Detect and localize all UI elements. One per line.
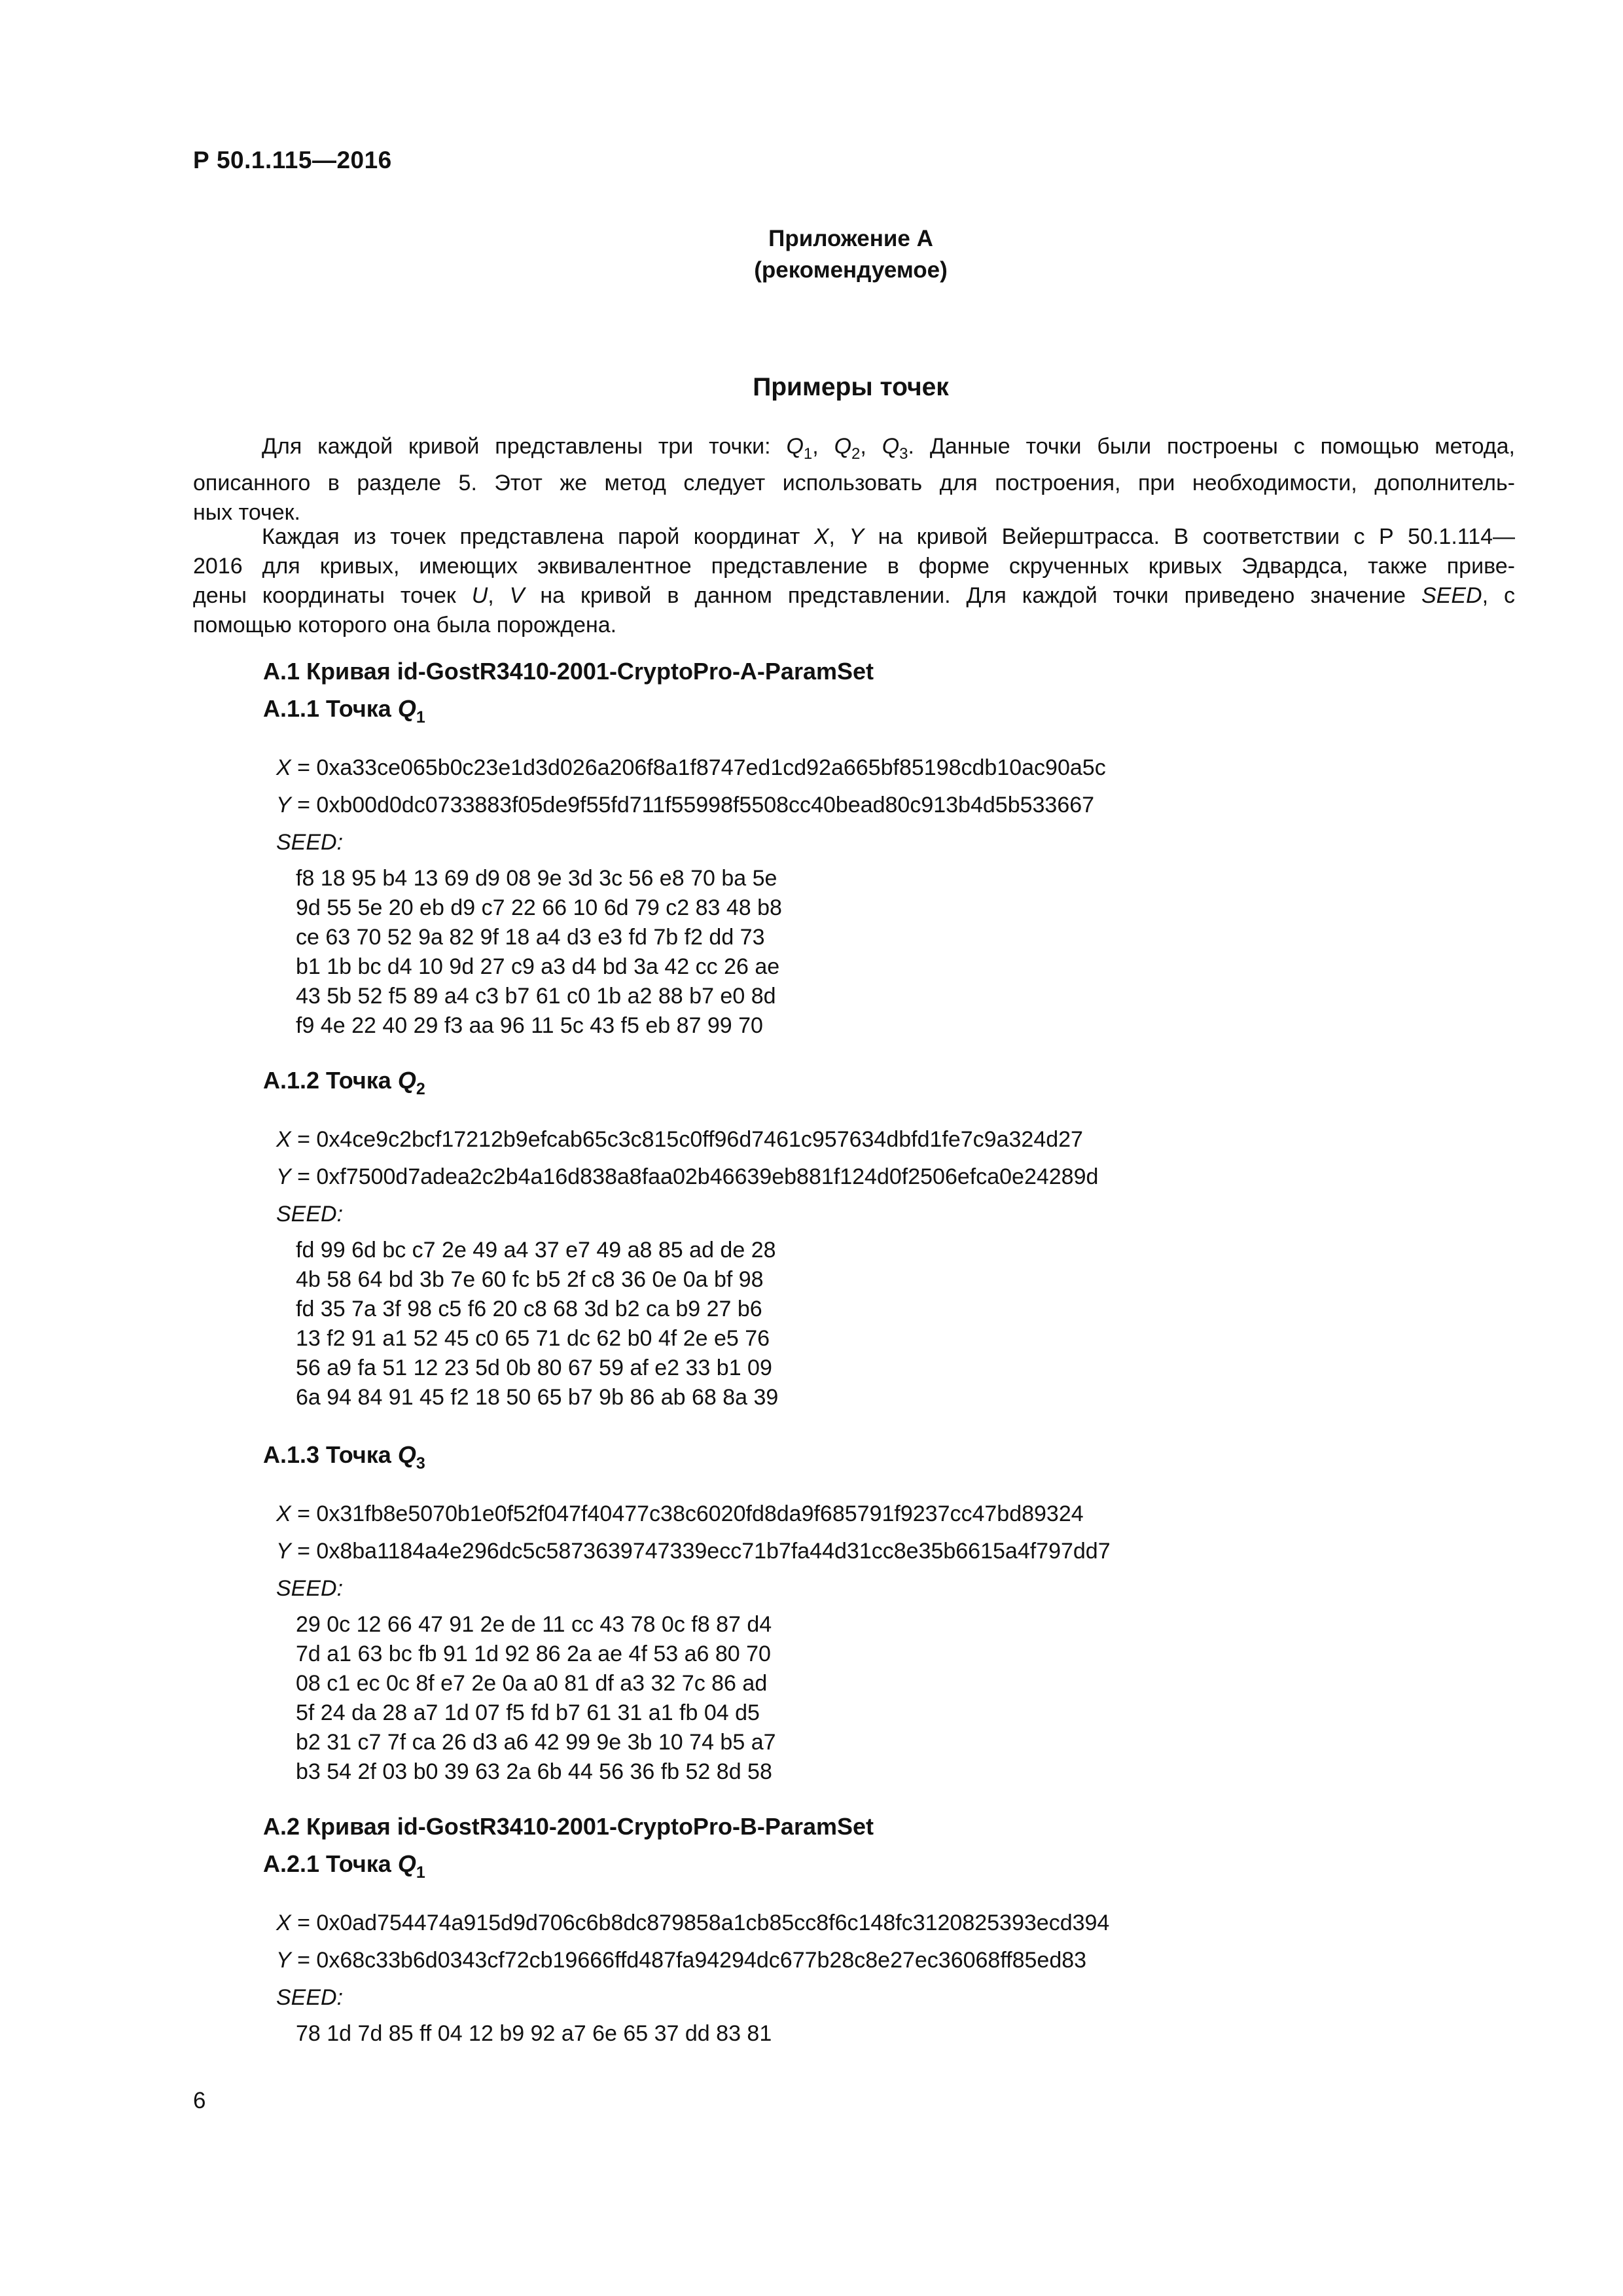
coordinate-label: X bbox=[276, 1910, 291, 1935]
x-coordinate bbox=[276, 1910, 1109, 1936]
italic-term: X bbox=[813, 524, 829, 549]
point-symbol: Q bbox=[397, 1441, 416, 1468]
appendix-subtitle: (рекомендуемое) bbox=[754, 257, 948, 283]
coordinate-label: Y bbox=[276, 1164, 291, 1189]
paragraph-line: описанного в разделе 5. Этот же метод следует использовать для построения, при необходимости, дополнитель- bbox=[193, 471, 1515, 495]
seed-label: SEED: bbox=[276, 1202, 344, 1227]
point-heading: А.1.3 Точка $Q_3$ bbox=[263, 1441, 425, 1473]
seed-line: 9d 55 5e 20 eb d9 c7 22 66 10 6d 79 c2 83 48 b8 bbox=[296, 895, 782, 920]
seed-line: fd 99 6d bc c7 2e 49 a4 37 e7 49 a8 85 ad de 28 bbox=[296, 1238, 776, 1263]
seed-line: 7d a1 63 bc fb 91 1d 92 86 2a ae 4f 53 a6 80 70 bbox=[296, 1641, 771, 1666]
paragraph-line: Для каждой кривой представлены три точки: $Q_1$, $Q_2$, $Q_3$. Данные точки были построены с помощью метода, bbox=[262, 434, 1515, 463]
paragraph-line: дены координаты точек U, V на кривой в данном представлении. Для каждой точки приведено значение SEED, с bbox=[193, 583, 1515, 608]
y-coordinate bbox=[276, 1164, 1098, 1190]
point-subscript: 1 bbox=[416, 1863, 425, 1882]
coordinate-label: Y bbox=[276, 793, 291, 817]
italic-term: Y bbox=[849, 524, 865, 549]
coordinate-value: = 0xa33ce065b0c23e1d3d026a206f8a1f8747ed1cd92a665bf85198cdb10ac90a5c bbox=[291, 755, 1106, 780]
point-symbol: Q bbox=[882, 434, 900, 459]
seed-line: 5f 24 da 28 a7 1d 07 f5 fd b7 61 31 a1 fb 04 d5 bbox=[296, 1700, 760, 1725]
x-coordinate bbox=[276, 1501, 1084, 1527]
coordinate-value: = 0x0ad754474a915d9d706c6b8dc879858a1cb85cc8f6c148fc3120825393ecd394 bbox=[291, 1910, 1110, 1935]
seed-line: f8 18 95 b4 13 69 d9 08 9e 3d 3c 56 e8 70 ba 5e bbox=[296, 866, 777, 891]
section-title: Примеры точек bbox=[753, 373, 949, 401]
seed-line: b3 54 2f 03 b0 39 63 2a 6b 44 56 36 fb 52 8d 58 bbox=[296, 1759, 772, 1784]
appendix-title: Приложение А bbox=[768, 226, 933, 251]
point-symbol: Q bbox=[397, 695, 416, 722]
seed-line: 4b 58 64 bd 3b 7e 60 fc b5 2f c8 36 0e 0a bf 98 bbox=[296, 1267, 764, 1292]
italic-term: SEED bbox=[1421, 583, 1482, 608]
coordinate-value: = 0x31fb8e5070b1e0f52f047f40477c38c6020fd8da9f685791f9237cc47bd89324 bbox=[291, 1501, 1084, 1526]
point-symbol: Q bbox=[397, 1067, 416, 1094]
section-heading-a1: А.1 Кривая id-GostR3410-2001-CryptoPro-A-ParamSet bbox=[263, 658, 874, 685]
coordinate-label: X bbox=[276, 755, 291, 780]
seed-line: b2 31 c7 7f ca 26 d3 a6 42 99 9e 3b 10 74 b5 a7 bbox=[296, 1730, 776, 1755]
point-subscript: 3 bbox=[899, 445, 908, 463]
x-coordinate bbox=[276, 1127, 1083, 1153]
document-code: Р 50.1.115—2016 bbox=[193, 147, 392, 173]
section-heading-a2: А.2 Кривая id-GostR3410-2001-CryptoPro-B-ParamSet bbox=[263, 1813, 874, 1840]
seed-line: f9 4e 22 40 29 f3 aa 96 11 5c 43 f5 eb 87 99 70 bbox=[296, 1013, 763, 1038]
coordinate-value: = 0x4ce9c2bcf17212b9efcab65c3c815c0ff96d7461c957634dbfd1fe7c9a324d27 bbox=[291, 1127, 1083, 1152]
seed-label: SEED: bbox=[276, 830, 344, 855]
point-heading: А.1.2 Точка $Q_2$ bbox=[263, 1067, 425, 1098]
point-subscript: 1 bbox=[416, 708, 425, 726]
seed-label: SEED: bbox=[276, 1576, 344, 1601]
seed-line: 29 0c 12 66 47 91 2e de 11 cc 43 78 0c f8 87 d4 bbox=[296, 1612, 772, 1637]
seed-line: b1 1b bc d4 10 9d 27 c9 a3 d4 bd 3a 42 cc 26 ae bbox=[296, 954, 780, 979]
seed-bytes bbox=[296, 1236, 778, 1412]
seed-line: 56 a9 fa 51 12 23 5d 0b 80 67 59 af e2 33 b1 09 bbox=[296, 1355, 772, 1380]
point-symbol: Q bbox=[786, 434, 804, 459]
seed-line: fd 35 7a 3f 98 c5 f6 20 c8 68 3d b2 ca b9 27 b6 bbox=[296, 1297, 762, 1321]
intro-paragraph-1 bbox=[193, 432, 1515, 528]
point-subscript: 2 bbox=[416, 1080, 425, 1098]
italic-term: U bbox=[471, 583, 488, 608]
coordinate-label: X bbox=[276, 1501, 291, 1526]
y-coordinate bbox=[276, 793, 1094, 818]
x-coordinate bbox=[276, 755, 1106, 781]
point-subscript: 1 bbox=[803, 445, 813, 463]
point-symbol: Q bbox=[397, 1850, 416, 1877]
coordinate-value: = 0xb00d0dc0733883f05de9f55fd711f55998f5508cc40bead80c913b4d5b533667 bbox=[291, 793, 1095, 817]
y-coordinate bbox=[276, 1948, 1086, 1973]
seed-bytes bbox=[296, 1610, 776, 1787]
seed-line: 6a 94 84 91 45 f2 18 50 65 b7 9b 86 ab 68 8a 39 bbox=[296, 1385, 779, 1410]
coordinate-value: = 0x8ba1184a4e296dc5c5873639747339ecc71b7fa44d31cc8e35b6615a4f797dd7 bbox=[291, 1539, 1111, 1564]
paragraph-line: Каждая из точек представлена парой координат X, Y на кривой Вейерштрасса. В соответствии с Р 50.1.114— bbox=[262, 524, 1515, 549]
paragraph-line: ных точек. bbox=[193, 500, 300, 525]
point-subscript: 2 bbox=[851, 445, 861, 463]
seed-line: 43 5b 52 f5 89 a4 c3 b7 61 c0 1b a2 88 b7 e0 8d bbox=[296, 984, 776, 1009]
point-heading: А.2.1 Точка $Q_1$ bbox=[263, 1850, 425, 1882]
seed-line: ce 63 70 52 9a 82 9f 18 a4 d3 e3 fd 7b f2 dd 73 bbox=[296, 925, 765, 950]
page-number: 6 bbox=[193, 2088, 206, 2113]
coordinate-label: Y bbox=[276, 1948, 291, 1973]
intro-paragraph-2 bbox=[193, 522, 1515, 640]
seed-line: 13 f2 91 a1 52 45 c0 65 71 dc 62 b0 4f 2e e5 76 bbox=[296, 1326, 770, 1351]
coordinate-label: Y bbox=[276, 1539, 291, 1564]
seed-bytes bbox=[296, 2019, 772, 2049]
seed-bytes bbox=[296, 864, 782, 1041]
point-symbol: Q bbox=[834, 434, 852, 459]
point-heading: А.1.1 Точка $Q_1$ bbox=[263, 695, 425, 726]
point-subscript: 3 bbox=[416, 1454, 425, 1473]
y-coordinate bbox=[276, 1539, 1111, 1564]
paragraph-line: помощью которого она была порождена. bbox=[193, 613, 617, 637]
coordinate-value: = 0x68c33b6d0343cf72cb19666ffd487fa94294dc677b28c8e27ec36068ff85ed83 bbox=[291, 1948, 1087, 1973]
seed-line: 78 1d 7d 85 ff 04 12 b9 92 a7 6e 65 37 dd 83 81 bbox=[296, 2021, 772, 2046]
coordinate-value: = 0xf7500d7adea2c2b4a16d838a8faa02b46639eb881f124d0f2506efca0e24289d bbox=[291, 1164, 1099, 1189]
italic-term: V bbox=[509, 583, 525, 608]
paragraph-line: 2016 для кривых, имеющих эквивалентное представление в форме скрученных кривых Эдвардса, также приве- bbox=[193, 554, 1515, 579]
seed-line: 08 c1 ec 0c 8f e7 2e 0a a0 81 df a3 32 7c 86 ad bbox=[296, 1671, 768, 1696]
seed-label: SEED: bbox=[276, 1985, 344, 2010]
coordinate-label: X bbox=[276, 1127, 291, 1152]
